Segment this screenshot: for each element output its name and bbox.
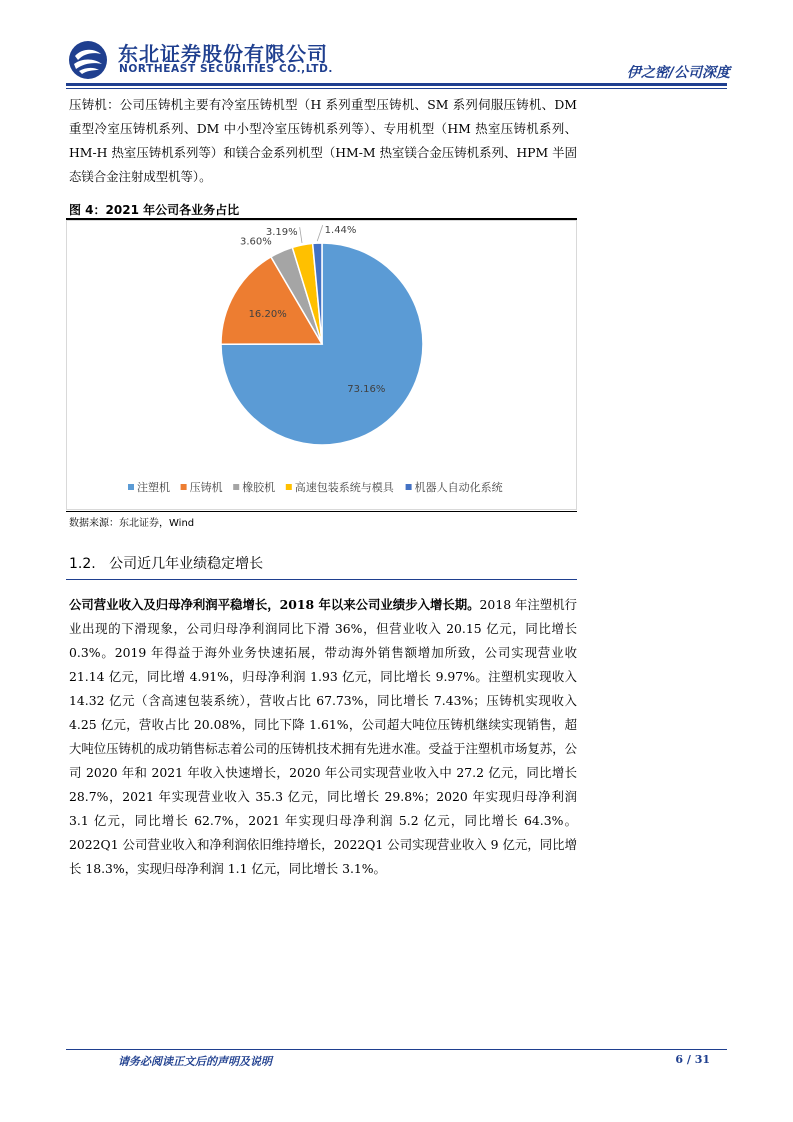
footer-disclaimer: 请务必阅读正文后的声明及说明	[118, 1055, 272, 1068]
company-name-cn: 东北证券股份有限公司	[118, 42, 328, 66]
slice-label-3: 3.60%	[239, 236, 272, 248]
pie-chart	[66, 220, 577, 510]
legend-swatch-2	[181, 484, 187, 490]
section-number: 1.2.	[69, 556, 96, 572]
figure-title: 图 4：2021 年公司各业务占比	[69, 203, 240, 217]
legend-label-1: 注塑机	[137, 481, 170, 494]
legend-label-4: 高速包装系统与模具	[294, 481, 394, 494]
figure-source: 数据来源：东北证券，Wind	[69, 518, 195, 529]
header-rule	[66, 83, 727, 86]
section-heading	[69, 553, 263, 573]
body-lead: 公司营业收入及归母净利润平稳增长，2018 年以来公司业绩步入增长期。	[69, 597, 480, 612]
body-text: 2018 年注塑机行业出现的下滑现象，公司归母净利润同比下滑 36%，但营业收入 20.15 亿元，同比增长 0.3%。2019 年得益于海外业务快速拓展，带动海外销售额增加所致，公司实现营业收 21.14 亿元，同比增 4.91%，归母净利润 1.93 亿元，同比增长 9.97%。注塑机实现收入 14.32 亿元（含高速包装系统），营收占比 67.73%，同比增长 7.43%；压铸机实现收入 4.25 亿元，营收占比 20.08%，同比下降 1.61%，公司超大吨位压铸机继续实现销售，超大吨位压铸机的成功销售标志着公司的压铸机技术拥有先进水准。受益于注塑机市场复苏，公司 2020 年和 2021 年收入快速增长，2020 年公司实现营业收入中 27.2 亿元，同比增长 28.7%，2021 年实现营业收入 35.3 亿元，同比增长 29.8%；2020 年实现归母净利润 3.1 亿元，同比增长 62.7%，2021 年实现归母净利润 5.2 亿元，同比增长 64.3%。2022Q1 公司营业收入和净利润依旧维持增长，2022Q1 公司实现营业收入 9 亿元，同比增长 18.3%，实现归母净利润 1.1 亿元，同比增长 3.1%。	[69, 597, 578, 876]
report-tag: 伊之密/公司深度	[626, 65, 730, 81]
company-name-en: NORTHEAST SECURITIES CO.,LTD.	[119, 63, 333, 75]
section-rule	[66, 579, 577, 580]
section-title: 公司近几年业绩稳定增长	[109, 556, 264, 572]
header-rule-thin	[66, 88, 727, 89]
legend-swatch-4	[286, 484, 292, 490]
intro-paragraph: 压铸机：公司压铸机主要有冷室压铸机型（H 系列重型压铸机、SM 系列伺服压铸机、DM 重型冷室压铸机系列、DM 中小型冷室压铸机系列等）、专用机型（HM 热室压铸机系列、HM-H 热室压铸机系列等）和镁合金系列机型（HM-M 热室镁合金压铸机系列、HPM 半固态镁合金注射成型机等）。	[69, 97, 577, 184]
company-logo	[68, 40, 108, 80]
slice-label-2: 16.20%	[248, 308, 287, 320]
footer-rule	[66, 1049, 727, 1050]
legend-swatch-3	[233, 484, 239, 490]
slice-label-4: 3.19%	[265, 227, 298, 239]
figure-bottom-rule	[66, 511, 577, 512]
legend-swatch-1	[128, 484, 134, 490]
slice-label-1: 73.16%	[347, 384, 386, 396]
slice-label-5: 1.44%	[324, 225, 357, 237]
legend-label-2: 压铸机	[189, 481, 223, 494]
page-number: 6 / 31	[675, 1053, 710, 1066]
legend-label-3: 橡胶机	[242, 481, 276, 494]
legend-label-5: 机器人自动化系统	[414, 481, 503, 494]
legend-swatch-5	[406, 484, 412, 490]
body-paragraph	[69, 593, 577, 881]
